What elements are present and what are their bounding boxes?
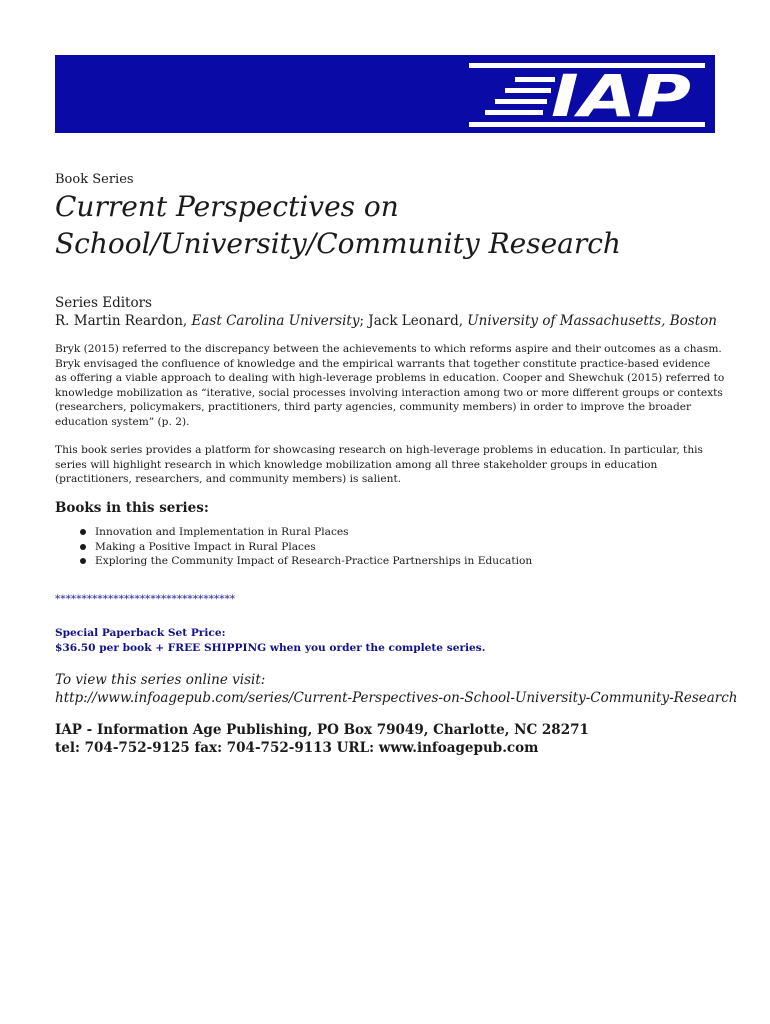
logo-text: IAP (551, 62, 691, 129)
iap-logo (465, 61, 705, 129)
editor-2-affiliation: University of Massachusetts, Boston (467, 313, 717, 329)
star-divider: ********************************** (55, 593, 236, 605)
special-price-label: Special Paperback Set Price: (55, 627, 226, 639)
title-line-1: Current Perspectives on (55, 190, 399, 223)
intro-paragraph: Bryk (2015) referred to the discrepancy between the achievements to which reforms aspire and their outcomes as a chasm. Bryk envisaged the confluence of knowledge and the empirical warrants that together constitute practice-based evidence as offering a viable approach to dealing with high-leverage problems in education. Cooper and Shewchuk (2015) referred to knowledge mobilization as “iterative, social processes involving interaction among two or more different groups or contexts (researchers, policymakers, practitioners, third party agencies, community members) in order to improve the broader education system” (p. 2). (55, 343, 725, 428)
list-item: Innovation and Implementation in Rural Places (78, 525, 532, 540)
list-item: Making a Positive Impact in Rural Places (78, 540, 532, 555)
header-banner (55, 55, 715, 133)
publisher-contact: tel: 704-752-9125 fax: 704-752-9113 URL: www.infoagepub.com (55, 740, 539, 756)
book-list (78, 525, 532, 569)
title-line-2: School/University/Community Research (55, 227, 621, 260)
publisher-footer (55, 721, 589, 757)
editor-1-name: R. Martin Reardon, (55, 313, 192, 329)
series-url[interactable]: http://www.infoagepub.com/series/Current-Perspectives-on-School-University-Community-Research (55, 690, 738, 706)
editor-2-name: Jack Leonard, (368, 313, 468, 329)
editor-1-affiliation: East Carolina University (191, 313, 360, 329)
editors-list (55, 312, 745, 330)
description-paragraph: This book series provides a platform for showcasing research on high-leverage problems in education. In particular, this series will highlight research in which knowledge mobilization among all three stakeholder groups in education (practitioners, researchers, and community members) is salient. (55, 444, 703, 486)
online-info (55, 671, 755, 707)
books-heading: Books in this series: (55, 500, 209, 516)
page-title (55, 188, 735, 262)
publisher-address: IAP - Information Age Publishing, PO Box 79049, Charlotte, NC 28271 (55, 722, 589, 738)
online-label: To view this series online visit: (55, 672, 266, 688)
series-label: Book Series (55, 172, 134, 187)
editor-separator: ; (359, 313, 369, 329)
editors-label: Series Editors (55, 295, 152, 311)
special-price-detail: $36.50 per book + FREE SHIPPING when you order the complete series. (55, 642, 486, 654)
special-price (55, 626, 485, 656)
series-editors (55, 294, 745, 330)
list-item: Exploring the Community Impact of Research-Practice Partnerships in Education (78, 554, 532, 569)
